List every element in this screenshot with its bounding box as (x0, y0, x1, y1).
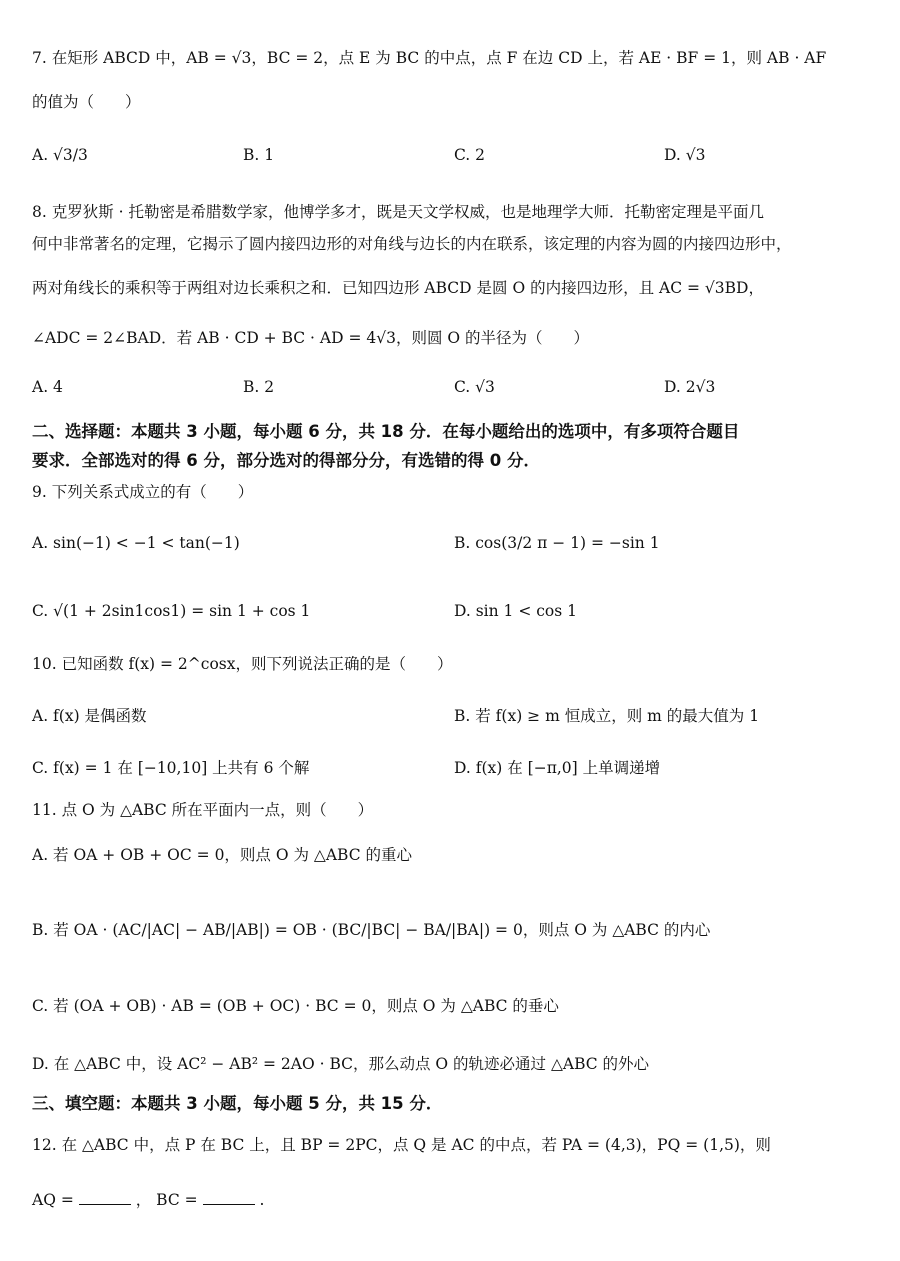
q12-end-mark: . (259, 1191, 265, 1209)
q8-line2: 何中非常著名的定理，它揭示了圆内接四边形的对角线与边长的内在联系，该定理的内容为圆的内接四边形中， (32, 235, 792, 253)
q7-option-b: B. 1 (243, 146, 275, 164)
section2-heading-line1: 二、选择题：本题共 3 小题，每小题 6 分，共 18 分．在每小题给出的选项中，有多项符合题目 (32, 422, 740, 441)
q8-option-b: B. 2 (243, 378, 275, 396)
q8-line3: 两对角线长的乘积等于两组对边长乘积之和．已知四边形 ABCD 是圆 O 的内接四边形，且 AC = √3BD， (32, 279, 764, 297)
q11-stem: 11. 点 O 为 △ABC 所在平面内一点，则（ ） (32, 801, 374, 819)
q9-option-a: A. sin(−1) < −1 < tan(−1) (32, 534, 240, 552)
q10-option-a: A. f(x) 是偶函数 (32, 707, 147, 725)
q8-option-c: C. √3 (454, 378, 495, 396)
q7-line2: 的值为（ ） (32, 93, 141, 111)
q10-stem: 10. 已知函数 f(x) = 2^cosx，则下列说法正确的是（ ） (32, 655, 453, 673)
q11-option-b: B. 若 OA · (AC/|AC| − AB/|AB|) = OB · (BC/|BC| − BA/|BA|) = 0，则点 O 为 △ABC 的内心 (32, 921, 711, 939)
q11-option-c: C. 若 (OA + OB) · AB = (OB + OC) · BC = 0，则点 O 为 △ABC 的垂心 (32, 997, 559, 1015)
q8-option-a: A. 4 (32, 378, 63, 396)
q12-line2 (32, 1188, 880, 1210)
q7-option-a: A. √3/3 (32, 146, 88, 164)
section2-heading-line2: 要求．全部选对的得 6 分，部分选对的得部分分，有选错的得 0 分． (32, 451, 540, 470)
q12-separator: ， (135, 1191, 152, 1209)
q12-aq-label: AQ = (32, 1191, 74, 1209)
q7-option-d: D. √3 (664, 146, 706, 164)
q11-option-d: D. 在 △ABC 中，设 AC² − AB² = 2AO · BC，那么动点 O 的轨迹必通过 △ABC 的外心 (32, 1055, 650, 1073)
q12-aq-blank[interactable] (79, 1190, 131, 1205)
q9-stem: 9. 下列关系式成立的有（ ） (32, 483, 254, 501)
q8-option-d: D. 2√3 (664, 378, 716, 396)
q9-option-d: D. sin 1 < cos 1 (454, 602, 578, 620)
q9-option-b: B. cos(3/2 π − 1) = −sin 1 (454, 534, 660, 552)
q11-option-a: A. 若 OA + OB + OC = 0，则点 O 为 △ABC 的重心 (32, 846, 412, 864)
q10-option-b: B. 若 f(x) ≥ m 恒成立，则 m 的最大值为 1 (454, 707, 760, 725)
q7-line1: 7. 在矩形 ABCD 中，AB = √3，BC = 2，点 E 为 BC 的中点，点 F 在边 CD 上，若 AE · BF = 1，则 AB · AF (32, 49, 827, 67)
q12-bc-label: BC = (156, 1191, 198, 1209)
q10-option-d: D. f(x) 在 [−π,0] 上单调递增 (454, 759, 661, 777)
q10-option-c: C. f(x) = 1 在 [−10,10] 上共有 6 个解 (32, 759, 310, 777)
q12-bc-blank[interactable] (203, 1190, 255, 1205)
q12-line1: 12. 在 △ABC 中，点 P 在 BC 上，且 BP = 2PC，点 Q 是 AC 的中点，若 PA = (4,3)，PQ = (1,5)，则 (32, 1136, 771, 1154)
q7-option-c: C. 2 (454, 146, 486, 164)
section3-heading: 三、填空题：本题共 3 小题，每小题 5 分，共 15 分． (32, 1094, 443, 1113)
q9-option-c: C. √(1 + 2sin1cos1) = sin 1 + cos 1 (32, 602, 311, 620)
q8-line1: 8. 克罗狄斯 · 托勒密是希腊数学家，他博学多才，既是天文学权威，也是地理学大师．托勒密定理是平面几 (32, 203, 764, 221)
q8-line4: ∠ADC = 2∠BAD．若 AB · CD + BC · AD = 4√3，则圆 O 的半径为（ ） (32, 329, 590, 347)
